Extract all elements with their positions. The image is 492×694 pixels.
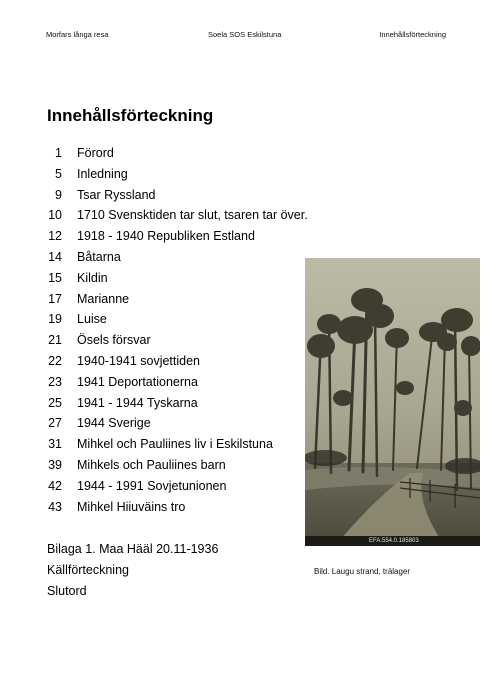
toc-entry-label: 1918 - 1940 Republiken Estland (77, 229, 255, 244)
toc-page-number: 12 (48, 229, 62, 244)
toc-page-number: 22 (48, 353, 62, 368)
toc-entry-label: Tsar Ryssland (77, 187, 156, 202)
toc-entry[interactable] (47, 437, 317, 458)
toc-entry-label: Mihkel Hiiuväins tro (77, 499, 186, 514)
toc-page-number: 17 (48, 291, 62, 306)
appendix-item[interactable]: Källförteckning (47, 563, 129, 577)
toc-page-number: 10 (48, 208, 62, 223)
appendix-list (47, 542, 218, 605)
page-title: Innehållsförteckning (47, 106, 214, 125)
toc-entry[interactable] (47, 479, 317, 500)
toc-entry[interactable] (47, 188, 317, 209)
toc-entry-label: Ösels försvar (77, 333, 151, 348)
toc-entry-label: Marianne (77, 291, 130, 306)
header-document-title: Morfars långa resa (46, 30, 109, 39)
toc-entry[interactable] (47, 271, 317, 292)
toc-entry[interactable] (47, 375, 317, 396)
historic-photo (305, 258, 480, 546)
toc-entry[interactable] (47, 354, 317, 375)
toc-entry-label: 1944 - 1991 Sovjetunionen (77, 478, 227, 493)
toc-entry[interactable] (47, 458, 317, 479)
toc-page-number: 19 (48, 312, 62, 327)
header-organization: Soela SOS Eskilstuna (208, 30, 282, 39)
toc-entry-label: Luise (77, 312, 107, 327)
toc-entry-label: 1941 - 1944 Tyskarna (77, 395, 198, 410)
toc-page-number: 14 (48, 249, 62, 264)
toc-entry[interactable] (47, 333, 317, 354)
toc-entry[interactable] (47, 292, 317, 313)
toc-entry-label: Inledning (77, 166, 128, 181)
toc-page-number: 31 (48, 437, 62, 452)
toc-entry-label: 1940-1941 sovjettiden (77, 353, 201, 368)
toc-page-number: 21 (48, 333, 62, 348)
appendix-item[interactable]: Bilaga 1. Maa Hääl 20.11-1936 (47, 542, 219, 556)
toc-entry-label: 1710 Svensktiden tar slut, tsaren tar över. (77, 208, 308, 223)
toc-page-number: 25 (48, 395, 62, 410)
toc-page-number: 27 (48, 416, 62, 431)
table-of-contents (47, 146, 317, 520)
toc-entry[interactable] (47, 312, 317, 333)
toc-entry-label: 1944 Sverige (77, 416, 151, 431)
toc-page-number: 23 (48, 374, 62, 389)
toc-page-number: 42 (48, 478, 62, 493)
toc-page-number: 5 (55, 166, 62, 181)
appendix-item[interactable]: Slutord (47, 584, 87, 598)
toc-entry[interactable] (47, 146, 317, 167)
toc-page-number: 15 (48, 270, 62, 285)
toc-entry[interactable] (47, 208, 317, 229)
archive-stamp: EFA.554.0.185803 (369, 538, 419, 544)
photo-caption: Bild. Laugu strand, trälager (314, 567, 411, 576)
toc-entry[interactable] (47, 167, 317, 188)
toc-entry-label: Förord (77, 146, 114, 160)
toc-page-number: 1 (55, 146, 62, 160)
toc-page-number: 39 (48, 457, 62, 472)
toc-page-number: 9 (55, 187, 62, 202)
toc-entry-label: Mihkels och Pauliines barn (77, 457, 226, 472)
toc-entry-label: Båtarna (77, 249, 121, 264)
toc-entry[interactable] (47, 250, 317, 271)
toc-entry-label: Mihkel och Pauliines liv i Eskilstuna (77, 437, 273, 452)
toc-entry[interactable] (47, 416, 317, 437)
toc-page-number: 43 (48, 499, 62, 514)
toc-entry[interactable] (47, 396, 317, 417)
toc-entry-label: Kildin (77, 270, 108, 285)
toc-entry-label: 1941 Deportationerna (77, 374, 198, 389)
toc-entry[interactable] (47, 229, 317, 250)
toc-entry[interactable] (47, 500, 317, 521)
header-section-title: Innehållsförteckning (379, 30, 446, 39)
